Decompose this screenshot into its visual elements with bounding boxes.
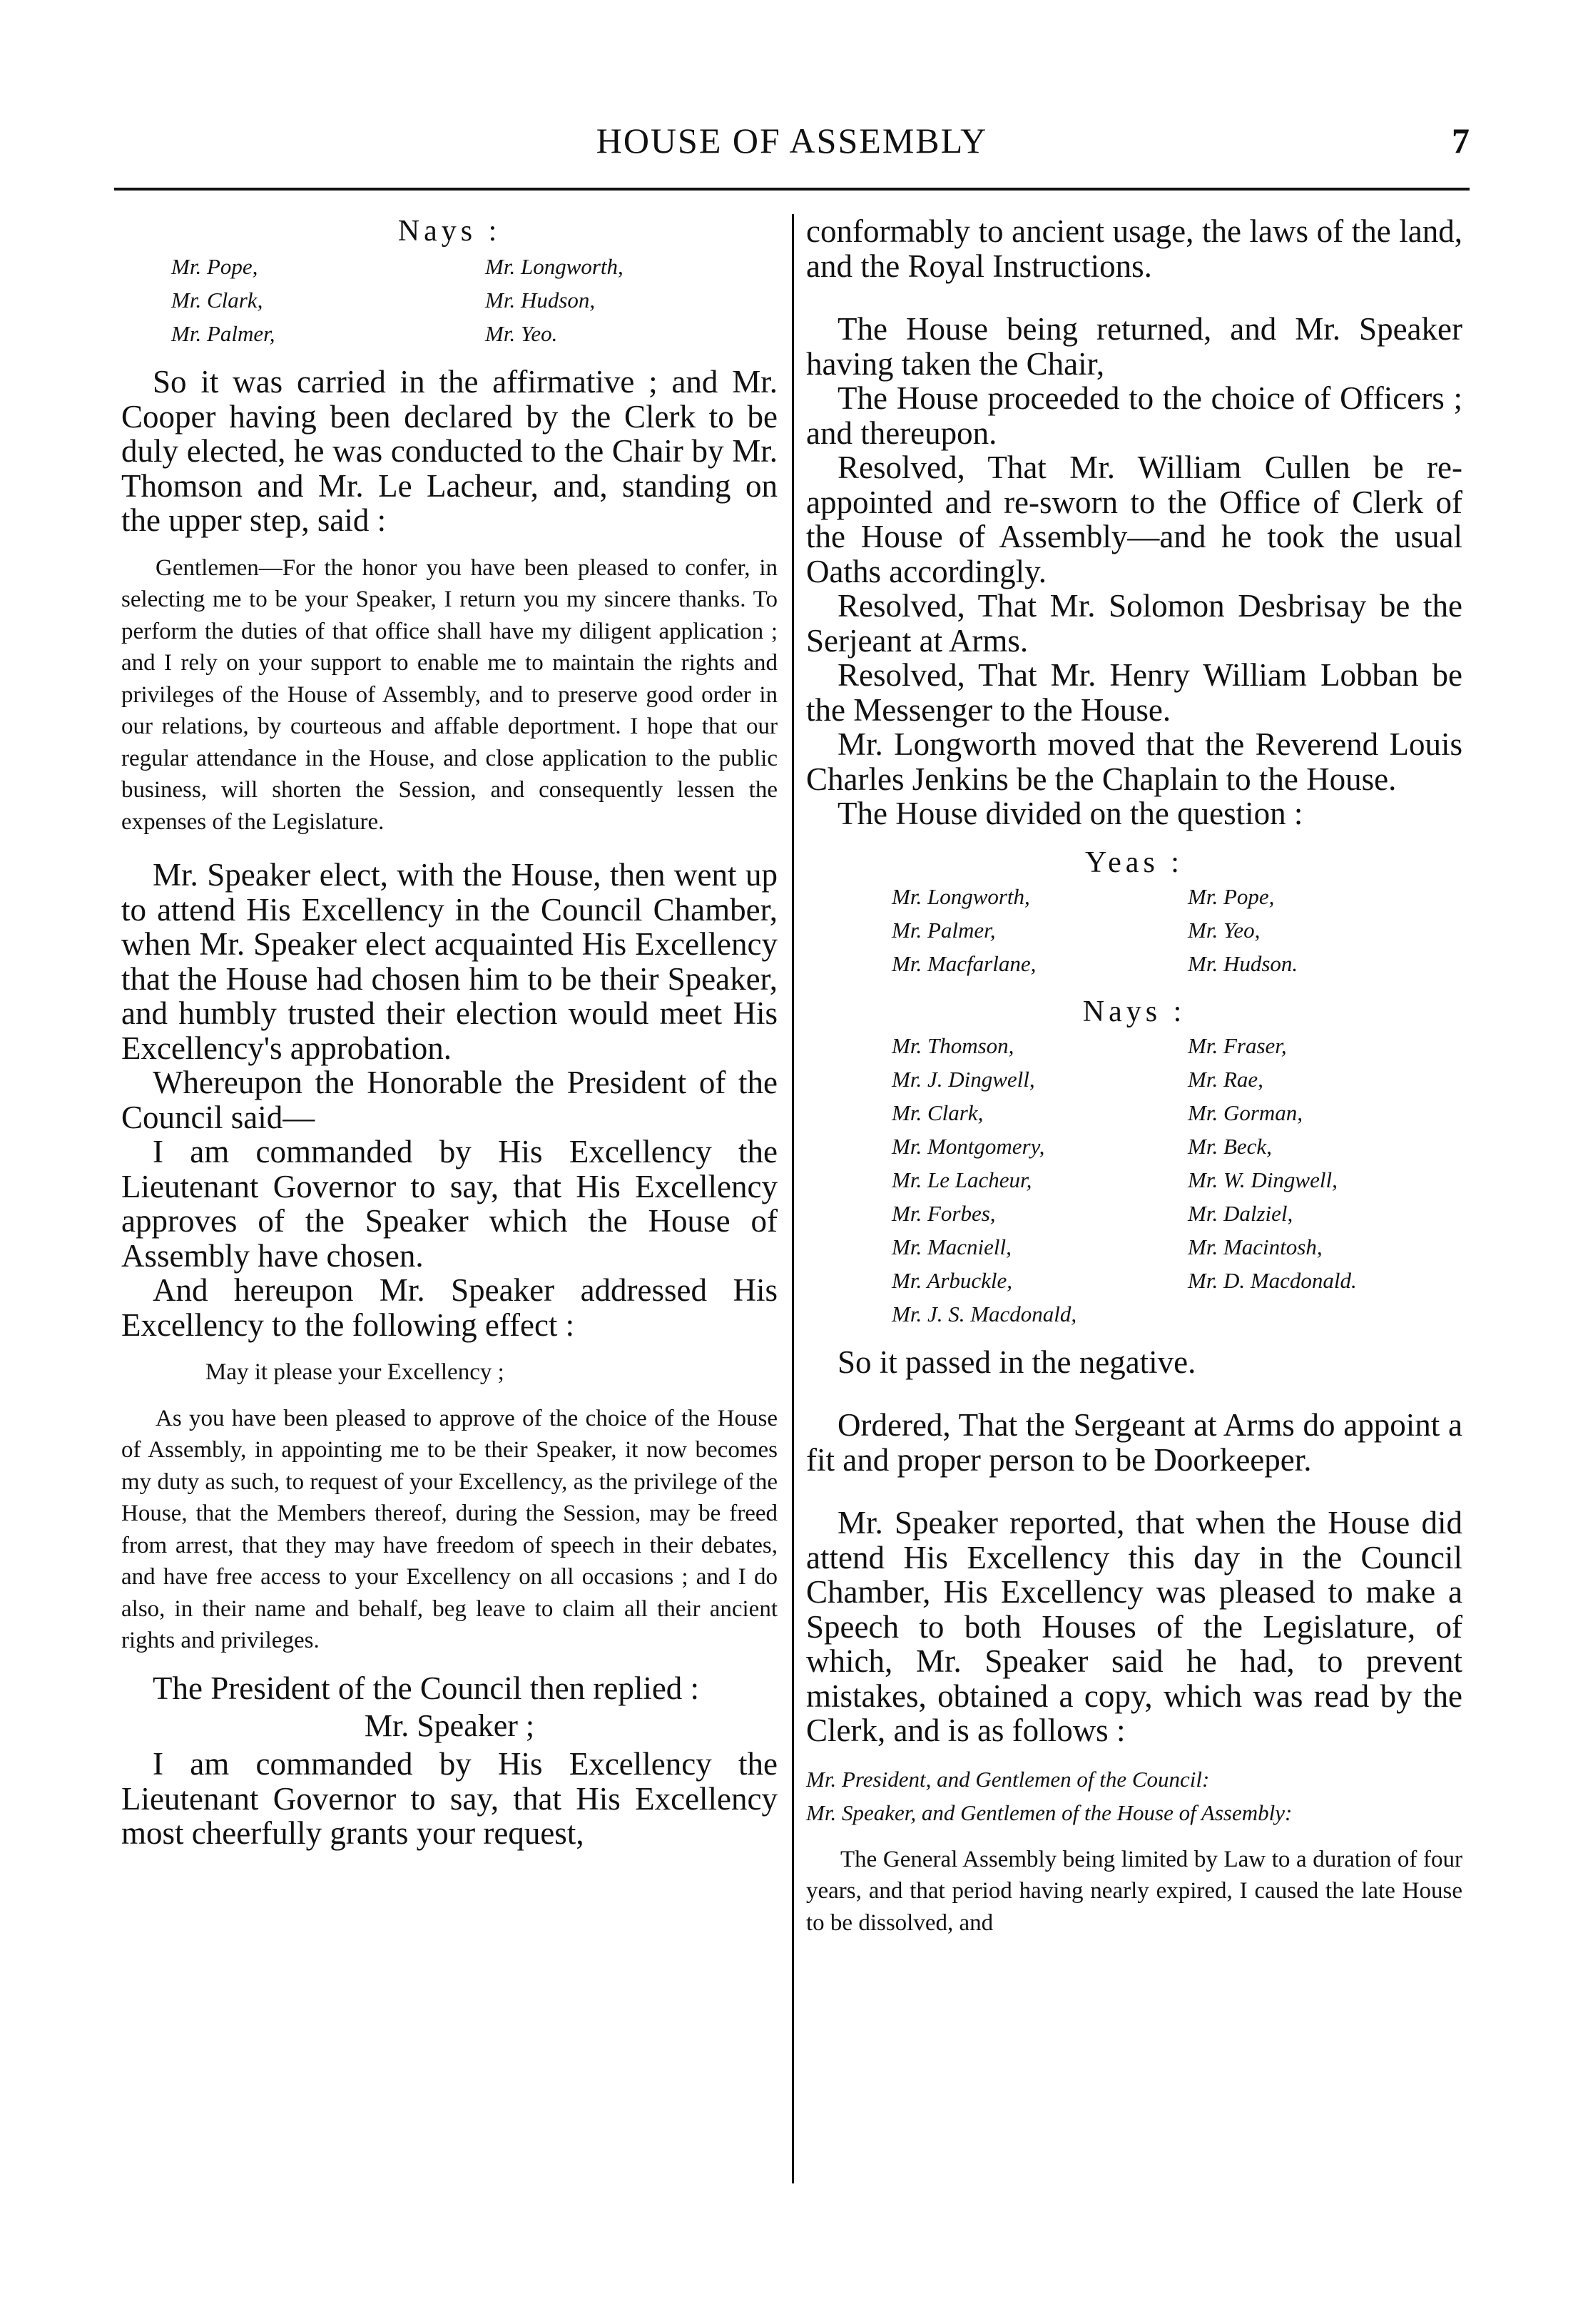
petition: As you have been pleased to approve of the choice of the House of Assembly, in appointing me to be their Speaker, it now becomes my duty as such, to request of your Excellency, as the privilege of the House, that the Members thereof, during the Session, may be freed from arrest, that they may have freedom of speech in their debates, and have free access to your Excellency on all occasions ; and I do also, in their name and behalf, beg leave to claim all their ancient rights and privileges. bbox=[121, 1405, 778, 1653]
paragraph: Mr. Speaker reported, that when the House did attend His Excellency this day in the Council Chamber, His Excellency was pleased to make a Speech to both Houses of the Legislature, of which, Mr. Speaker said he had, to prevent mistakes, obtained a copy, which was read by the Clerk, and is as follows : bbox=[806, 1505, 1462, 1748]
paragraph: Resolved, That Mr. Henry William Lobban be the Messenger to the House. bbox=[806, 657, 1462, 728]
member-name: Mr. Fraser, bbox=[1188, 1032, 1287, 1058]
paragraph: Whereupon the Honorable the President of the Council said— bbox=[121, 1065, 778, 1135]
yeas-heading: Yeas : bbox=[1085, 846, 1184, 879]
member-name: Mr. Palmer, bbox=[171, 321, 275, 346]
paragraph: So it was carried in the affirmative ; and Mr. Cooper having been declared by the Clerk to be duly elected, he was conducted to the Chair by Mr. Thomson and Mr. Le Lacheur, and, standing on the upper step, said : bbox=[121, 364, 778, 538]
right-column bbox=[806, 214, 1462, 1939]
member-name: Mr. Clark, bbox=[892, 1100, 984, 1125]
member-name: Mr. Longworth, bbox=[892, 883, 1030, 909]
paragraph: Ordered, That the Sergeant at Arms do appoint a fit and proper person to be Doorkeeper. bbox=[806, 1407, 1462, 1478]
member-name: Mr. Dalziel, bbox=[1188, 1200, 1293, 1226]
member-name: Mr. Hudson, bbox=[485, 288, 596, 313]
member-name: Mr. Arbuckle, bbox=[892, 1267, 1013, 1293]
nays-heading: Nays : bbox=[397, 215, 502, 248]
paragraph: The House proceeded to the choice of Officers ; and thereupon. bbox=[806, 380, 1462, 451]
member-name: Mr. Yeo, bbox=[1188, 917, 1261, 943]
member-name: Mr. W. Dingwell, bbox=[1188, 1167, 1338, 1192]
member-name: Mr. Beck, bbox=[1188, 1133, 1272, 1159]
running-head bbox=[114, 120, 1470, 163]
member-name bbox=[1188, 1297, 1462, 1331]
member-name: Mr. Pope, bbox=[1188, 883, 1275, 909]
member-name: Mr. Palmer, bbox=[892, 917, 996, 943]
salutation: May it please your Excellency ; bbox=[205, 1359, 504, 1385]
paragraph: conformably to ancient usage, the laws of the land, and the Royal Instructions. bbox=[806, 213, 1462, 284]
paragraph: So it passed in the negative. bbox=[838, 1344, 1196, 1380]
salutation: Mr. Speaker ; bbox=[364, 1708, 535, 1743]
speaker-speech: Gentlemen—For the honor you have been pleased to confer, in selecting me to be your Speaker, I return you my sincere thanks. To perform the duties of that office shall have my diligent application ; and I rely on your support to enable me to maintain the rights and privileges of the House of Assembly, and to preserve good order in our relations, by courteous and affable deportment. I hope that our regular attendance in the House, and close application to the public business, will shorten the Session, and consequently lessen the expenses of the Legislature. bbox=[121, 554, 778, 835]
member-name: Mr. Macfarlane, bbox=[892, 950, 1037, 976]
member-name: Mr. Macniell, bbox=[892, 1234, 1012, 1259]
paragraph: The House being returned, and Mr. Speaker having taken the Chair, bbox=[806, 311, 1462, 382]
member-name: Mr. Rae, bbox=[1188, 1066, 1263, 1092]
member-name: Mr. Longworth, bbox=[485, 254, 623, 279]
left-column bbox=[121, 214, 778, 1851]
member-name: Mr. Macintosh, bbox=[1188, 1234, 1323, 1259]
paragraph: Mr. Speaker elect, with the House, then went up to attend His Excellency in the Council Chamber, when Mr. Speaker elect acquainted His Excellency that the House had chosen him to be their Speaker, and humbly trusted their election would meet His Excellency's approbation. bbox=[121, 857, 778, 1066]
member-name: Mr. Montgomery, bbox=[892, 1133, 1045, 1159]
paragraph: The House divided on the question : bbox=[838, 796, 1303, 831]
member-name: Mr. Forbes, bbox=[892, 1200, 996, 1226]
member-name: Mr. J. Dingwell, bbox=[892, 1066, 1035, 1092]
paragraph: Mr. Longworth moved that the Reverend Louis Charles Jenkins be the Chaplain to the House. bbox=[806, 726, 1462, 797]
column-divider bbox=[792, 214, 794, 2183]
speech-text: The General Assembly being limited by Law to a duration of four years, and that period having nearly expired, I caused the late House to be dissolved, and bbox=[806, 1846, 1462, 1936]
nays-list bbox=[121, 250, 778, 350]
yeas-list bbox=[806, 880, 1462, 980]
paragraph: I am commanded by His Excellency the Lieutenant Governor to say, that His Excellency approves of the Speaker which the House of Assembly have chosen. bbox=[121, 1134, 778, 1274]
nays-list bbox=[806, 1029, 1462, 1331]
header-rule bbox=[114, 188, 1470, 191]
member-name: Mr. Hudson. bbox=[1188, 950, 1298, 976]
member-name: Mr. Clark, bbox=[171, 288, 263, 313]
paragraph: And hereupon Mr. Speaker addressed His Excellency to the following effect : bbox=[121, 1272, 778, 1343]
member-name: Mr. J. S. Macdonald, bbox=[892, 1301, 1077, 1326]
nays-heading: Nays : bbox=[1082, 995, 1186, 1028]
member-name: Mr. D. Macdonald. bbox=[1188, 1267, 1357, 1293]
member-name: Mr. Le Lacheur, bbox=[892, 1167, 1032, 1192]
running-title: HOUSE OF ASSEMBLY bbox=[596, 121, 988, 161]
member-name: Mr. Yeo. bbox=[485, 321, 558, 346]
page-number: 7 bbox=[1452, 121, 1470, 161]
paragraph: I am commanded by His Excellency the Lieutenant Governor to say, that His Excellency most cheerfully grants your request, bbox=[121, 1746, 778, 1851]
paragraph: Resolved, That Mr. William Cullen be re-appointed and re-sworn to the Office of Clerk of the House of Assembly—and he took the usual Oaths accordingly. bbox=[806, 450, 1462, 589]
address-line: Mr. President, and Gentlemen of the Council: bbox=[806, 1766, 1210, 1792]
member-name: Mr. Pope, bbox=[171, 254, 258, 279]
address-line: Mr. Speaker, and Gentlemen of the House of Assembly: bbox=[806, 1800, 1293, 1825]
paragraph: The President of the Council then replied : bbox=[153, 1670, 700, 1706]
member-name: Mr. Gorman, bbox=[1188, 1100, 1303, 1125]
paragraph: Resolved, That Mr. Solomon Desbrisay be the Serjeant at Arms. bbox=[806, 588, 1462, 659]
member-name: Mr. Thomson, bbox=[892, 1032, 1014, 1058]
